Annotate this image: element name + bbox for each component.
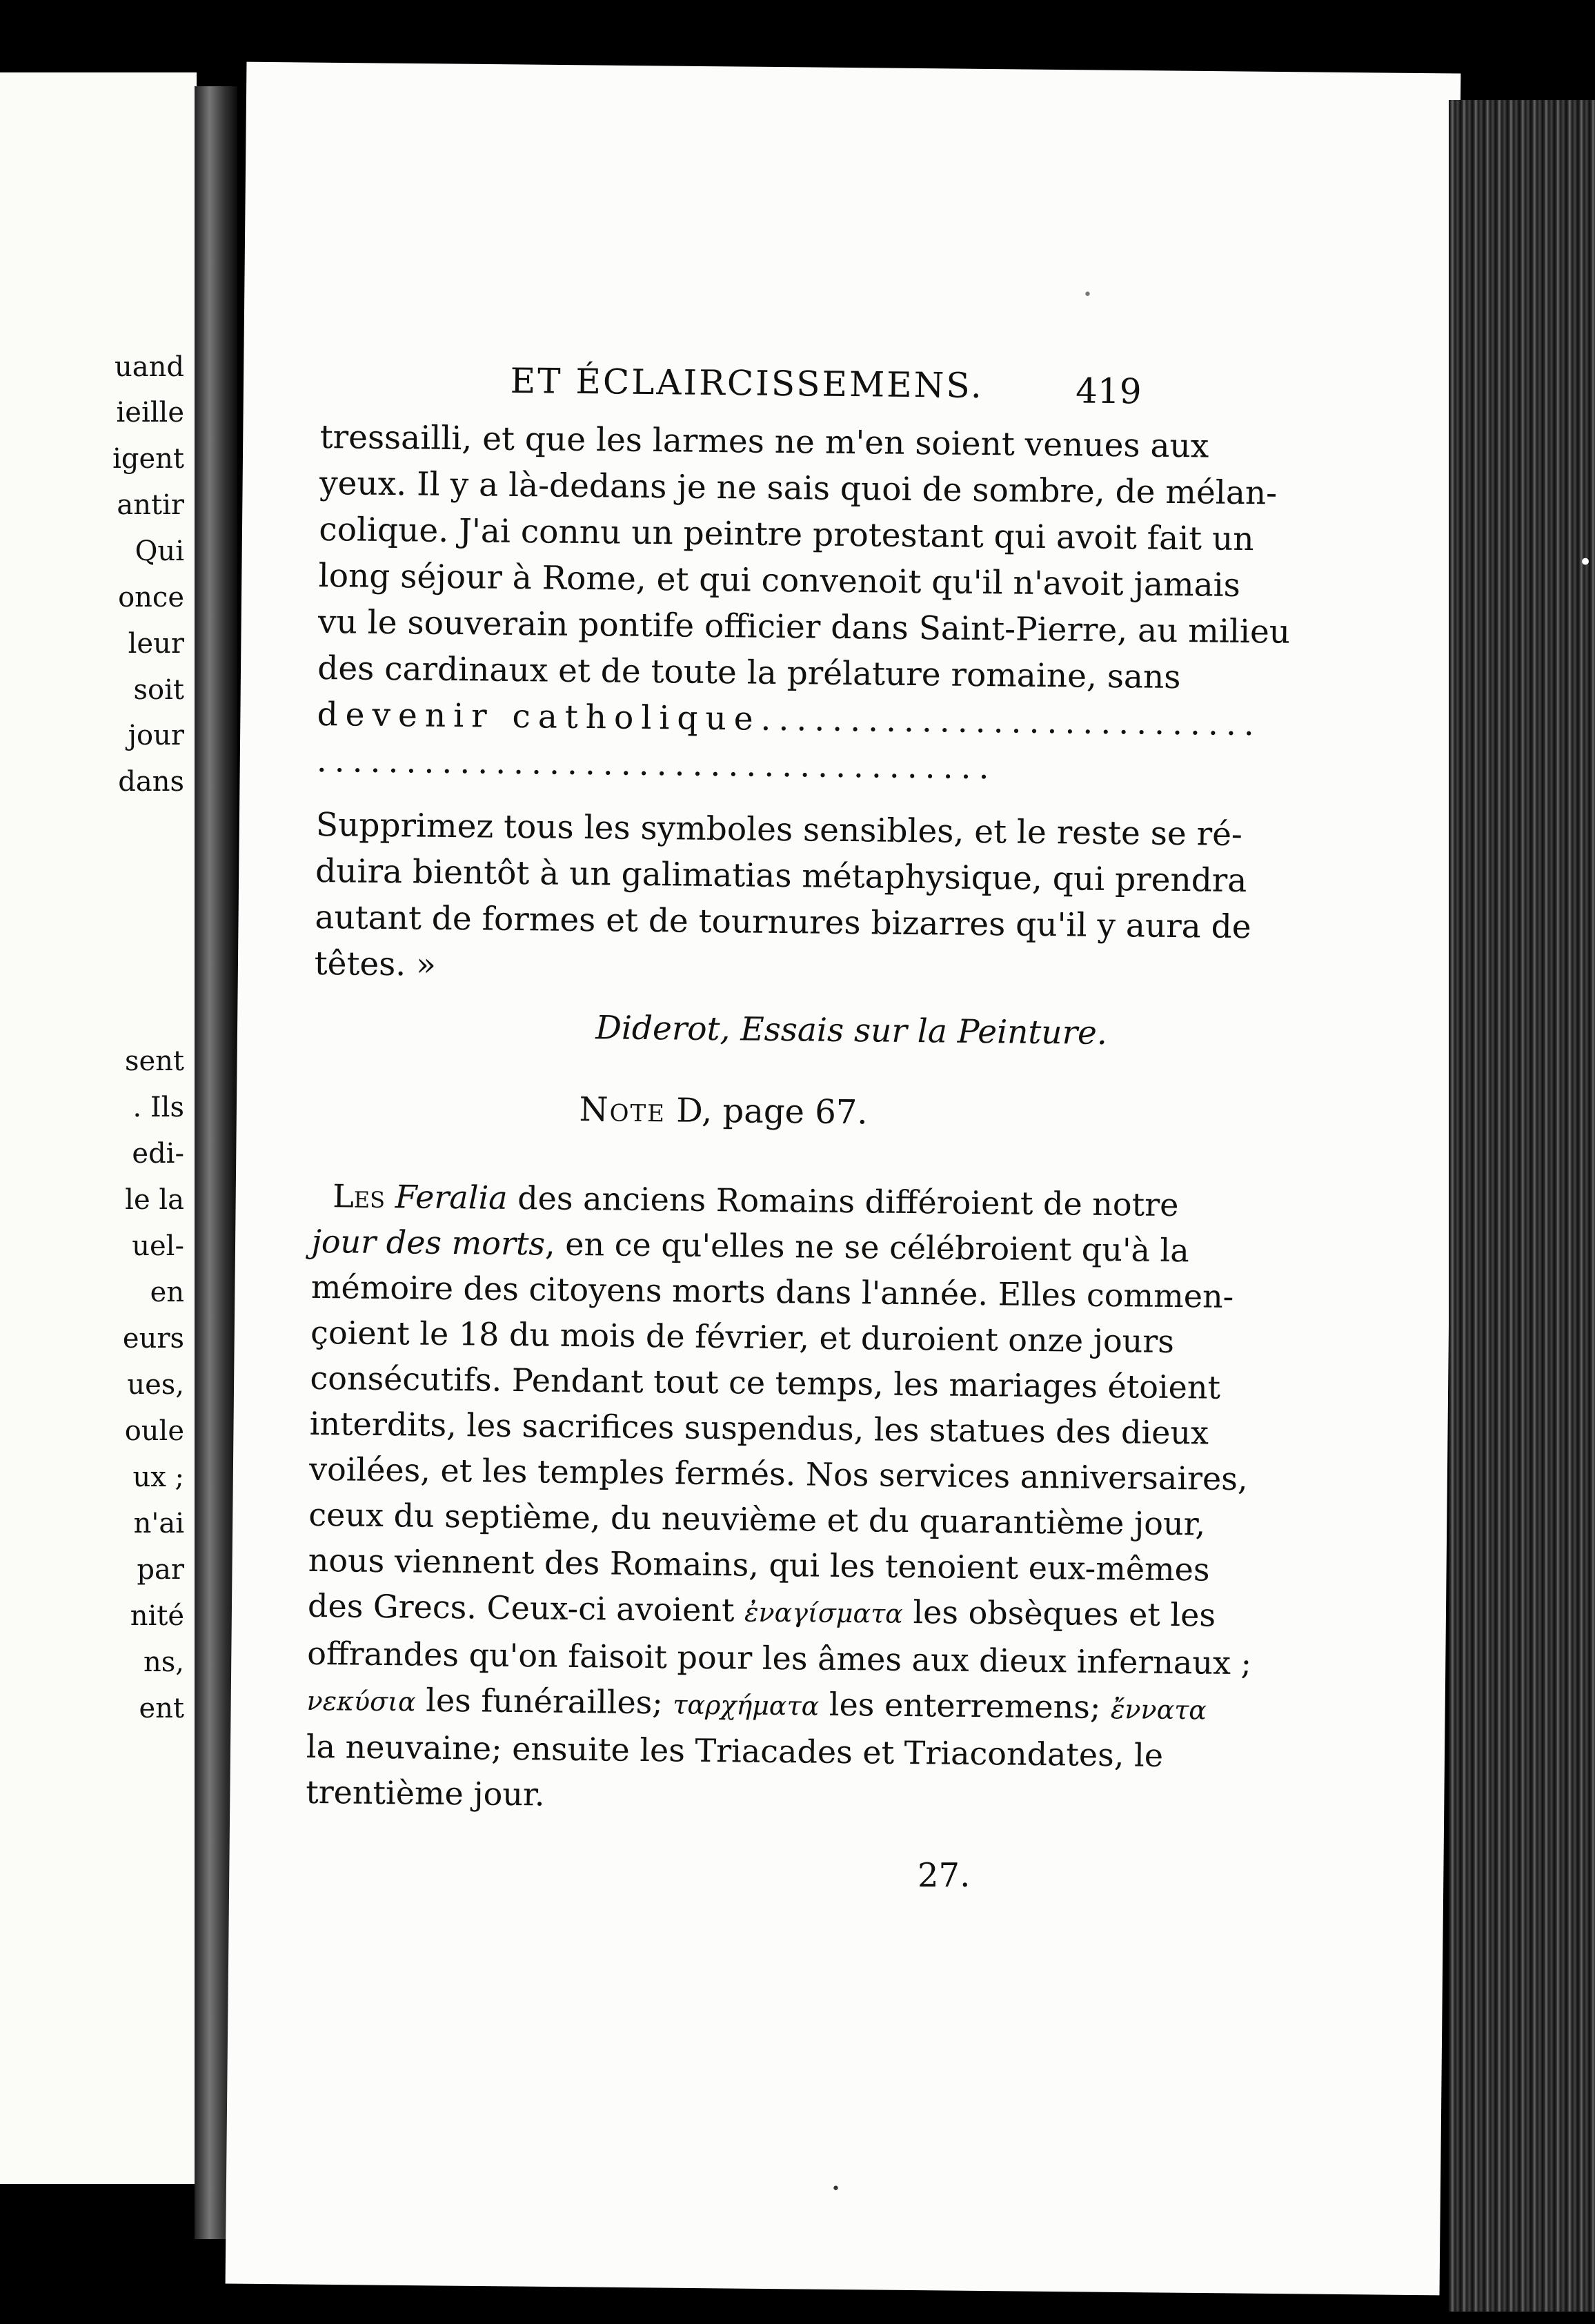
signature-mark: 27. [918, 1856, 971, 1895]
left-page-fragment: dans [118, 766, 184, 798]
note-paragraph [305, 1173, 1252, 1823]
paragraph-line: la neuvaine; ensuite les Triacades et Triacondates, le [306, 1727, 1164, 1774]
left-page-fragment: sent [124, 1045, 184, 1077]
line-text: les funérailles; [426, 1681, 664, 1722]
left-page-fragment: ues, [127, 1369, 184, 1401]
left-page-fragment: igent [112, 443, 184, 475]
ellipsis-line: ...................................... [316, 741, 997, 787]
paragraph-line [306, 1676, 1207, 1732]
speck: • [1083, 286, 1092, 304]
paragraph-line: trentième jour. [305, 1773, 545, 1813]
left-page-fragment: ent [139, 1693, 184, 1724]
note-heading [313, 1084, 1134, 1139]
quote-line: des cardinaux et de toute la prélature romaine, sans [317, 649, 1181, 697]
left-page-fragment: leur [128, 628, 184, 660]
quote-line: têtes. » [314, 944, 437, 984]
page-number: 419 [1075, 371, 1142, 412]
left-page-fragment: ns, [143, 1646, 184, 1678]
quote-line: colique. J'ai connu un peintre protestant qui avoit fait un [319, 510, 1254, 559]
paragraph-line: nous viennent des Romains, qui les tenoient eux-mêmes [308, 1541, 1210, 1588]
paragraph-line: interdits, les sacrifices suspendus, les statues des dieux [309, 1404, 1209, 1452]
page-title: ET ÉCLAIRCISSEMENS. [510, 360, 984, 406]
left-page-fragment: n'ai [133, 1508, 184, 1539]
left-page-fragment: . Ils [132, 1092, 184, 1123]
note-letter: D, [675, 1091, 713, 1130]
quote-block [314, 414, 1291, 1056]
left-page-fragment: uand [115, 351, 184, 383]
paragraph-line [311, 1219, 1190, 1272]
line-text: des anciens Romains différoient de notre [517, 1179, 1179, 1224]
left-page-fragment: oule [124, 1415, 184, 1447]
line-text: , en ce qu'elles ne se célébroient qu'à la [544, 1225, 1190, 1270]
quote-line: devenir catholique............................ [317, 695, 1262, 744]
paragraph-line: offrandes qu'on faisoit pour les âmes aux dieux infernaux ; [307, 1634, 1252, 1682]
left-page-fragment: ieille [116, 397, 184, 429]
greek-term: ἐναγίσματα [744, 1597, 904, 1629]
italic-term: Feralia [395, 1178, 508, 1217]
left-page-fragment: jour [128, 720, 184, 751]
paragraph-line: consécutifs. Pendant tout ce temps, les mariages étoient [310, 1359, 1221, 1406]
paragraph-line [307, 1583, 1216, 1639]
left-page-fragment: Qui [135, 535, 184, 567]
left-page-fragment: nité [130, 1600, 184, 1632]
edge-mark: • [1578, 549, 1593, 576]
speck: • [831, 2180, 840, 2198]
quote-line: yeux. Il y a là-dedans je ne sais quoi de sombre, de mélan- [319, 464, 1278, 513]
greek-term: ταρχήματα [673, 1689, 820, 1722]
note-label: Note [579, 1090, 666, 1130]
quote-line: Supprimez tous les symboles sensibles, et le reste se ré- [315, 805, 1243, 854]
quote-line: vu le souverain pontife officier dans Saint-Pierre, au milieu [317, 602, 1291, 651]
left-page-fragment: once [118, 582, 184, 613]
left-page-fragment: ux ; [132, 1461, 184, 1493]
left-page-fragment: le la [125, 1184, 184, 1216]
left-page-fragment: eurs [122, 1323, 184, 1355]
greek-term: νεκύσια [306, 1685, 416, 1717]
italic-term: jour des morts [311, 1222, 546, 1263]
paragraph-line: ceux du septième, du neuvième et du quarantième jour, [308, 1495, 1206, 1543]
paragraph-line: voilées, et les temples fermés. Nos services anniversaires, [308, 1450, 1248, 1498]
drop-word: Les [333, 1177, 386, 1216]
quote-line: tressailli, et que les larmes ne m'en soient venues aux [319, 417, 1209, 466]
page-edge-stack [1449, 100, 1595, 2312]
quote-line: long séjour à Rome, et qui convenoit qu'il n'avoit jamais [318, 556, 1241, 604]
left-facing-page [0, 72, 197, 2184]
attribution: Diderot, Essais sur la Peinture. [595, 1009, 1108, 1052]
note-page-ref: page 67. [722, 1092, 868, 1132]
left-page-fragment: antir [117, 489, 184, 521]
left-page-fragment: en [150, 1277, 184, 1308]
line-text: les obsèques et les [913, 1593, 1216, 1634]
greek-term: ἔννατα [1110, 1694, 1207, 1726]
left-page-fragment: edi- [132, 1138, 184, 1170]
text-block [305, 359, 1291, 1823]
paragraph-line [312, 1173, 1179, 1227]
line-text: les enterremens; [829, 1685, 1101, 1726]
left-page-fragment: par [137, 1554, 184, 1586]
running-head [320, 359, 1142, 422]
left-page-fragment: uel- [132, 1230, 184, 1262]
quote-line: duira bientôt à un galimatias métaphysique, qui prendra [315, 851, 1247, 900]
quote-line: autant de formes et de tournures bizarres qu'il y aura de [315, 898, 1251, 947]
line-text: des Grecs. Ceux-ci avoient [307, 1586, 735, 1629]
paragraph-line: mémoire des citoyens morts dans l'année. Elles commen- [310, 1268, 1234, 1315]
paragraph-line: çoient le 18 du mois de février, et duroient onze jours [310, 1313, 1175, 1361]
left-page-fragment: soit [133, 674, 184, 706]
